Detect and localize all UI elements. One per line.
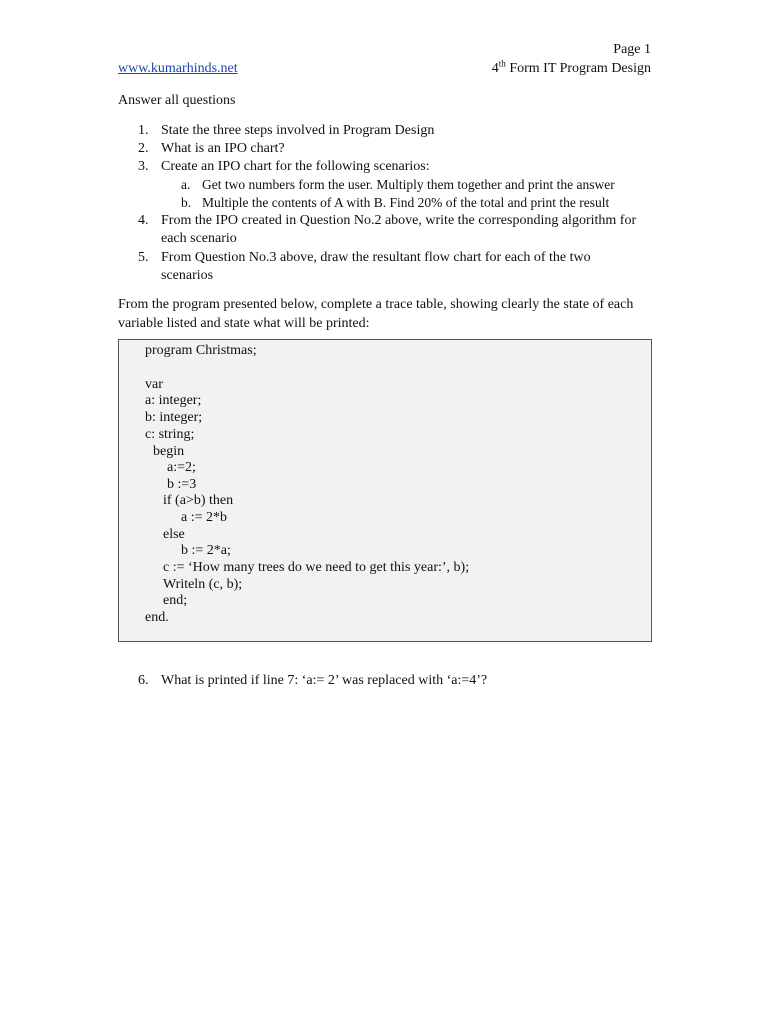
code-line: program Christmas; bbox=[145, 343, 257, 358]
code-line: end; bbox=[163, 593, 188, 608]
code-line: a: integer; bbox=[145, 393, 202, 408]
code-line: else bbox=[163, 527, 185, 542]
question-text: What is an IPO chart? bbox=[161, 141, 285, 156]
code-line: if (a>b) then bbox=[163, 493, 234, 508]
code-line: var bbox=[145, 377, 163, 392]
code-line: c: string; bbox=[145, 427, 195, 442]
question-text: From Question No.3 above, draw the resultant flow chart for each of the two scenarios bbox=[161, 250, 591, 283]
form-number: 4 bbox=[491, 61, 499, 76]
code-line: begin bbox=[153, 444, 185, 459]
question-text: State the three steps involved in Program Design bbox=[161, 123, 435, 138]
question-text: Create an IPO chart for the following scenarios: bbox=[161, 159, 430, 174]
document-title-text: Form IT Program Design bbox=[505, 61, 651, 76]
question-number: 2. bbox=[138, 141, 149, 156]
sub-question-text: Get two numbers form the user. Multiply them together and print the answer bbox=[202, 177, 615, 192]
code-line: a:=2; bbox=[167, 460, 196, 475]
page-number: Page 1 bbox=[613, 42, 651, 57]
code-line: b :=3 bbox=[167, 477, 197, 492]
code-listing bbox=[118, 339, 652, 642]
code-line: c := ‘How many trees do we need to get this year:’, b); bbox=[163, 560, 470, 575]
sub-question-letter: b. bbox=[181, 195, 192, 210]
document-title bbox=[491, 58, 651, 77]
question-text: From the IPO created in Question No.2 above, write the corresponding algorithm for each scenario bbox=[161, 213, 637, 246]
question-number: 4. bbox=[138, 213, 149, 228]
sub-question-text: Multiple the contents of A with B. Find 20% of the total and print the result bbox=[202, 195, 610, 210]
code-line: end. bbox=[145, 610, 169, 625]
sub-question-letter: a. bbox=[181, 177, 191, 192]
website-link[interactable]: www.kumarhinds.net bbox=[118, 61, 238, 76]
question-number: 3. bbox=[138, 159, 149, 174]
code-line: Writeln (c, b); bbox=[163, 577, 243, 592]
question-number: 1. bbox=[138, 123, 149, 138]
code-line: a := 2*b bbox=[181, 510, 227, 525]
question-number: 5. bbox=[138, 250, 149, 265]
instructions: Answer all questions bbox=[118, 93, 236, 108]
form-suffix: th bbox=[498, 58, 506, 69]
question-number: 6. bbox=[138, 673, 149, 688]
code-line: b := 2*a; bbox=[181, 543, 231, 558]
question-text: What is printed if line 7: ‘a:= 2’ was replaced with ‘a:=4’? bbox=[161, 673, 488, 688]
code-line: b: integer; bbox=[145, 410, 203, 425]
trace-instruction: From the program presented below, complete a trace table, showing clearly the state of each variable listed and state what will be printed: bbox=[118, 297, 634, 331]
